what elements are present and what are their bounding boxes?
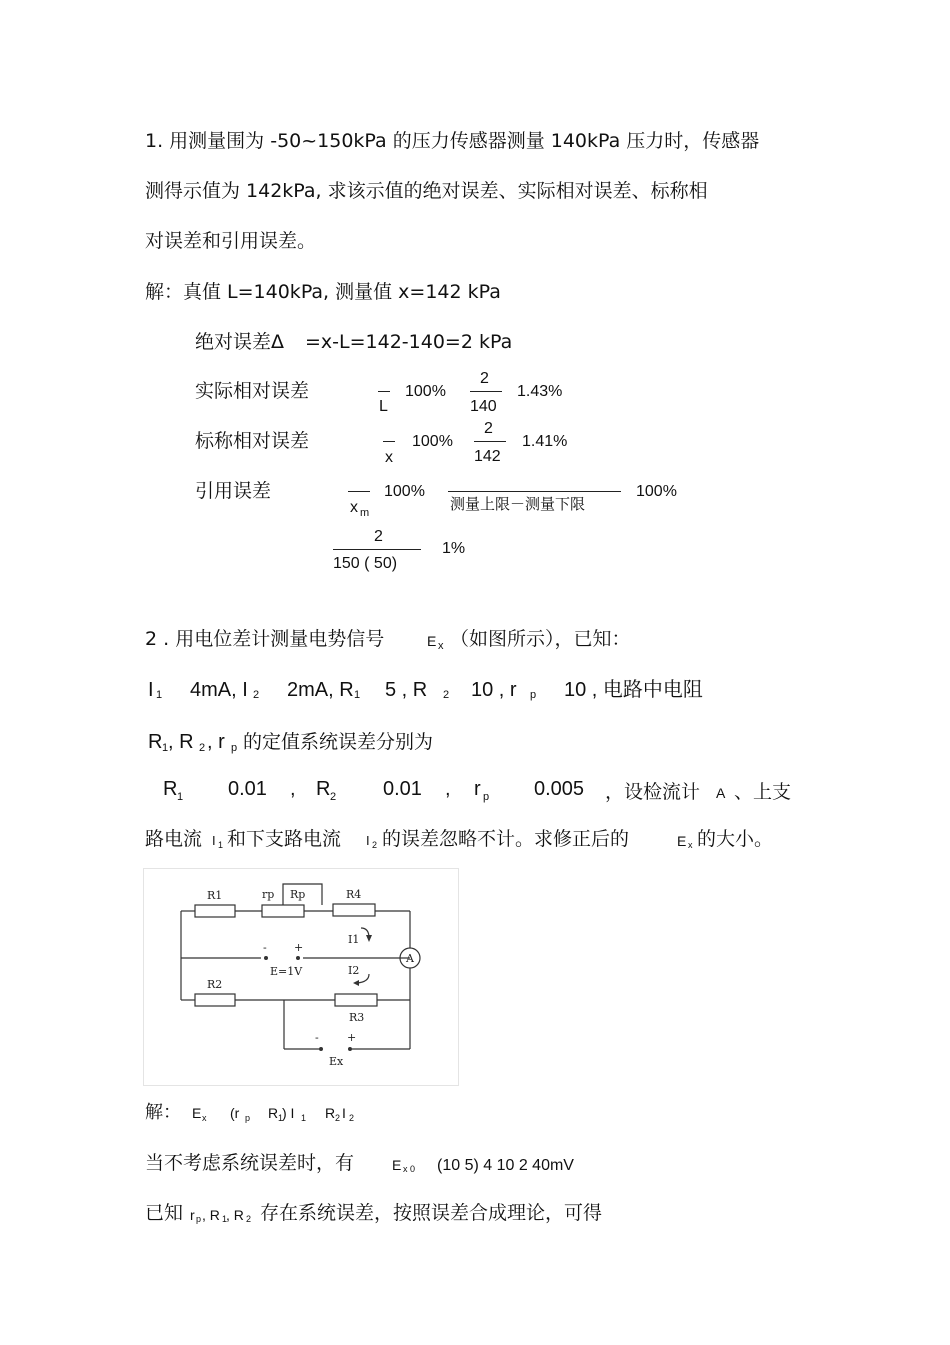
q2-line5-I2-sub: 2 [372,840,378,850]
q2-line2-I1: I [148,679,154,701]
no-error-E-sub: x 0 [403,1164,416,1174]
q2-line4-tail-a: ，设检流计 [605,781,701,803]
q2-sol-E-sub: x [202,1113,207,1123]
known-rp-sub: p [196,1214,202,1224]
nom-percent: 100% [412,433,453,450]
no-error-text: 当不考虑系统误差时，有 [145,1152,355,1174]
q2-line1-E-sub: x [438,640,444,652]
abs-error-label: 绝对误差Δ [195,331,284,353]
abs-error-formula: =x-L=142-140=2 kPa [305,331,513,353]
q2-sol-I1: ) I [282,1105,295,1121]
label-R2: R2 [207,978,223,991]
q2-line4-tail-b: 、上支 [734,781,792,803]
q2-sol-I1-sub: 1 [301,1113,307,1123]
q2-line1-b: （如图所示），已知： [450,628,631,650]
ref-denominator-text: 测量上限－测量下限 [450,495,586,513]
ref-frac2-bar [448,491,621,492]
q2-line2-rp-sub: p [530,689,537,701]
q2-line5-a: 路电流 [145,828,203,850]
q2-line3-R1: R [148,731,163,753]
q2-line4-tail-A: A [716,785,726,801]
nom-frac-bar [383,441,395,442]
no-error-formula: (10 5) 4 10 2 40mV [437,1157,574,1174]
label-minus-top: - [263,941,267,954]
nom-denominator: x [385,449,393,466]
nom-error-label: 标称相对误差 [195,430,310,452]
q2-line2-I2-sub: 2 [253,689,260,701]
rel-frac-bar [378,391,390,392]
q2-line4-R2: R [316,778,331,800]
ref-denominator-sub: m [360,507,370,519]
q2-sol-label: 解： [145,1102,181,1123]
q2-line3-R2-sub: 2 [199,742,206,754]
label-R4: R4 [346,888,362,901]
q2-line3-text: 的定值系统误差分别为 [243,731,434,753]
ref-frac-bar [348,491,370,492]
label-R3: R3 [349,1011,365,1024]
q2-line5-d: 的大小。 [697,828,774,850]
q2-sol-R1: R [268,1105,279,1121]
rel-denominator: L [379,398,388,415]
ref-frac3-bar [333,549,421,550]
ref-percent2: 100% [636,483,677,500]
q2-line4-sep1: , [290,778,296,800]
q2-line3-rp-sub: p [231,742,238,754]
label-plus-bot: + [347,1031,357,1044]
q2-line2-R2-sub: 2 [443,689,450,701]
ref-error-label: 引用误差 [195,480,272,502]
ref-denominator3: 150 ( 50) [333,555,398,572]
q2-sol-p: p [245,1113,251,1123]
potentiometer-circuit-diagram [143,868,459,1086]
q2-line3-R2: , R [168,731,194,753]
q2-line4-sep2: , [445,778,451,800]
q2-line2-I1-sub: 1 [156,689,163,701]
known-text-b: 存在系统误差，按照误差合成理论，可得 [260,1202,603,1224]
q2-sol-E: E [192,1105,202,1121]
q2-line4-R1: R [163,778,178,800]
label-R1: R1 [207,889,223,902]
q2-line2-R1-sub: 1 [354,689,361,701]
q2-line5-E-sub: x [688,840,693,850]
known-R2-sub: 2 [246,1214,252,1224]
nom-result: 1.41% [522,433,568,450]
q2-line5-I1-sub: 1 [218,840,224,850]
label-A: A [406,952,414,965]
nom-numerator2: 2 [484,420,493,437]
q2-sol-R2: R [325,1105,336,1121]
known-R2: , R [226,1207,244,1223]
q2-line2-v5: 10 , 电路中电阻 [564,679,703,701]
q2-line3-rp: , r [207,731,225,753]
label-I1: I1 [348,933,360,946]
q2-line1-a: 2 . 用电位差计测量电势信号 [145,628,385,650]
q1-line3: 对误差和引用误差。 [145,230,317,252]
rel-percent: 100% [405,383,446,400]
q2-line5-E: E [677,833,687,849]
q2-line5-b: 和下支路电流 [227,828,342,850]
nom-frac2-bar [474,441,506,442]
nom-denominator2: 142 [474,448,501,465]
q2-line4-rp: r [474,778,481,800]
label-I2: I2 [348,964,360,977]
q2-sol-R2-sub: 2 [335,1113,341,1123]
known-rp: r [190,1207,195,1223]
q2-line5-I1: I [212,833,216,848]
q1-line2: 测得示值为 142kPa, 求该示值的绝对误差、实际相对误差、标称相 [145,180,708,202]
q2-line4-R2-sub: 2 [330,791,337,803]
q2-line4-v2: 0.01 [383,778,422,800]
q2-line4-v1: 0.01 [228,778,267,800]
q1-solution: 解：真值 L=140kPa, 测量值 x=142 kPa [145,281,501,303]
q2-line3-R1-sub: 1 [162,742,169,754]
rel-denominator2: 140 [470,398,497,415]
label-Ex: Ex [329,1055,344,1068]
q2-line5-I2: I [366,833,370,848]
no-error-E: E [392,1157,402,1173]
label-rp: rp [262,888,275,901]
q2-line4-v3: 0.005 [534,778,585,800]
q2-line2-v3: 5 , R [385,679,428,701]
label-minus-bot: - [315,1031,319,1044]
ref-denominator: x [350,499,358,516]
q2-line4-rp-sub: p [483,791,490,803]
label-E: E=1V [270,965,303,978]
q1-line1: 1. 用测量围为 -50~150kPa 的压力传感器测量 140kPa 压力时，传感器 [145,130,760,152]
known-text: 已知 [145,1202,184,1224]
q2-line2-v2: 2mA, R [287,679,354,701]
rel-error-label: 实际相对误差 [195,380,310,402]
known-R1-sub: 1 [222,1214,228,1224]
ref-result: 1% [442,540,466,557]
ref-numerator3: 2 [374,528,383,545]
known-R1: , R [202,1207,220,1223]
label-Rp: Rp [290,888,306,901]
q2-line4-R1-sub: 1 [177,791,184,803]
rel-numerator2: 2 [480,370,489,387]
q2-line5-c: 的误差忽略不计。求修正后的 [382,828,630,850]
q2-line1-E: E [427,633,437,649]
q2-sol-I2: I [342,1105,346,1121]
q2-line2-v4: 10 , r [471,679,517,701]
q2-line2-v1: 4mA, I [190,679,248,701]
rel-frac2-bar [470,391,502,392]
q2-sol-R1-sub: 1 [278,1113,284,1123]
q2-sol-I2-sub: 2 [349,1113,355,1123]
label-plus-top: + [294,941,304,954]
ref-percent: 100% [384,483,425,500]
q2-sol-rp: (r [230,1105,240,1121]
rel-result: 1.43% [517,383,563,400]
